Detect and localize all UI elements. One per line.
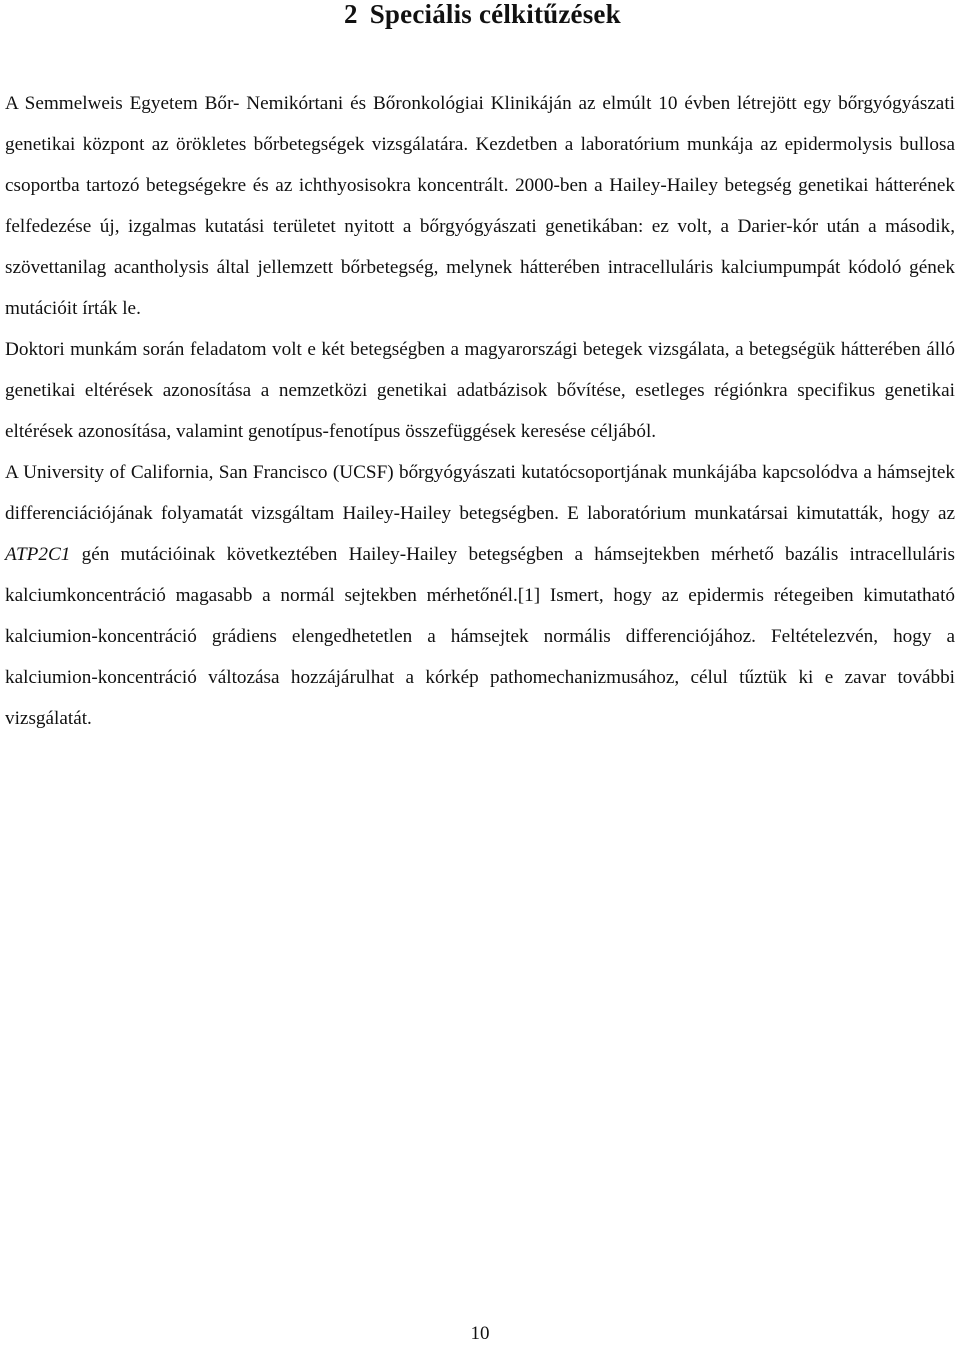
paragraph-3-before: A University of California, San Francisco (UCSF) bőrgyógyászati kutatócsoportjának munkájába kapcsolódva a hámsejtek differenciációjának folyamatát vizsgáltam Hailey-Hailey betegségben. E laboratórium munkatársai kimutatták, hogy az: [5, 462, 955, 524]
gene-name: ATP2C1: [5, 544, 71, 565]
paragraph-1: A Semmelweis Egyetem Bőr- Nemikórtani és Bőronkológiai Klinikáján az elmúlt 10 évben létrejött egy bőrgyógyászati genetikai központ az örökletes bőrbetegségek vizsgálatára. Kezdetben a laboratórium munkája az epidermolysis bullosa csoportba tartozó betegségekre és az ichthyosisokra koncentrált. 2000-ben a Hailey-Hailey betegség genetikai hátterének felfedezése új, izgalmas kutatási területet nyitott a bőrgyógyászati genetikában: ez volt, a Darier-kór után a második, szövettanilag acantholysis által jellemzett bőrbetegség, melynek hátterében intracelluláris kalciumpumpát kódoló gének mutációit írták le.: [5, 93, 955, 319]
paragraph-3: [5, 452, 955, 739]
section-number: 2: [344, 0, 358, 29]
page-number: 10: [470, 1323, 490, 1344]
paragraph-2: Doktori munkám során feladatom volt e két betegségben a magyarországi betegek vizsgálata, a betegségük hátterében álló genetikai eltérések azonosítása a nemzetközi genetikai adatbázisok bővítése, esetleges régiónkra specifikus genetikai eltérések azonosítása, valamint genotípus-fenotípus összefüggések keresése céljából.: [5, 339, 955, 442]
body-text: [5, 83, 955, 739]
section-title: Speciális célkitűzések: [369, 0, 621, 29]
paragraph-3-after: gén mutációinak következtében Hailey-Hailey betegségben a hámsejtekben mérhető bazális intracelluláris kalciumkoncentráció magasabb a normál sejtekben mérhetőnél.[1] Ismert, hogy az epidermis rétegeiben kimutatható kalciumion-koncentráció grádiens elengedhetetlen a hámsejtek normális differenciójához. Feltételezvén, hogy a kalciumion-koncentráció változása hozzájárulhat a kórkép pathomechanizmusához, célul tűztük ki e zavar további vizsgálatát.: [5, 544, 955, 729]
section-heading: [344, 0, 621, 32]
